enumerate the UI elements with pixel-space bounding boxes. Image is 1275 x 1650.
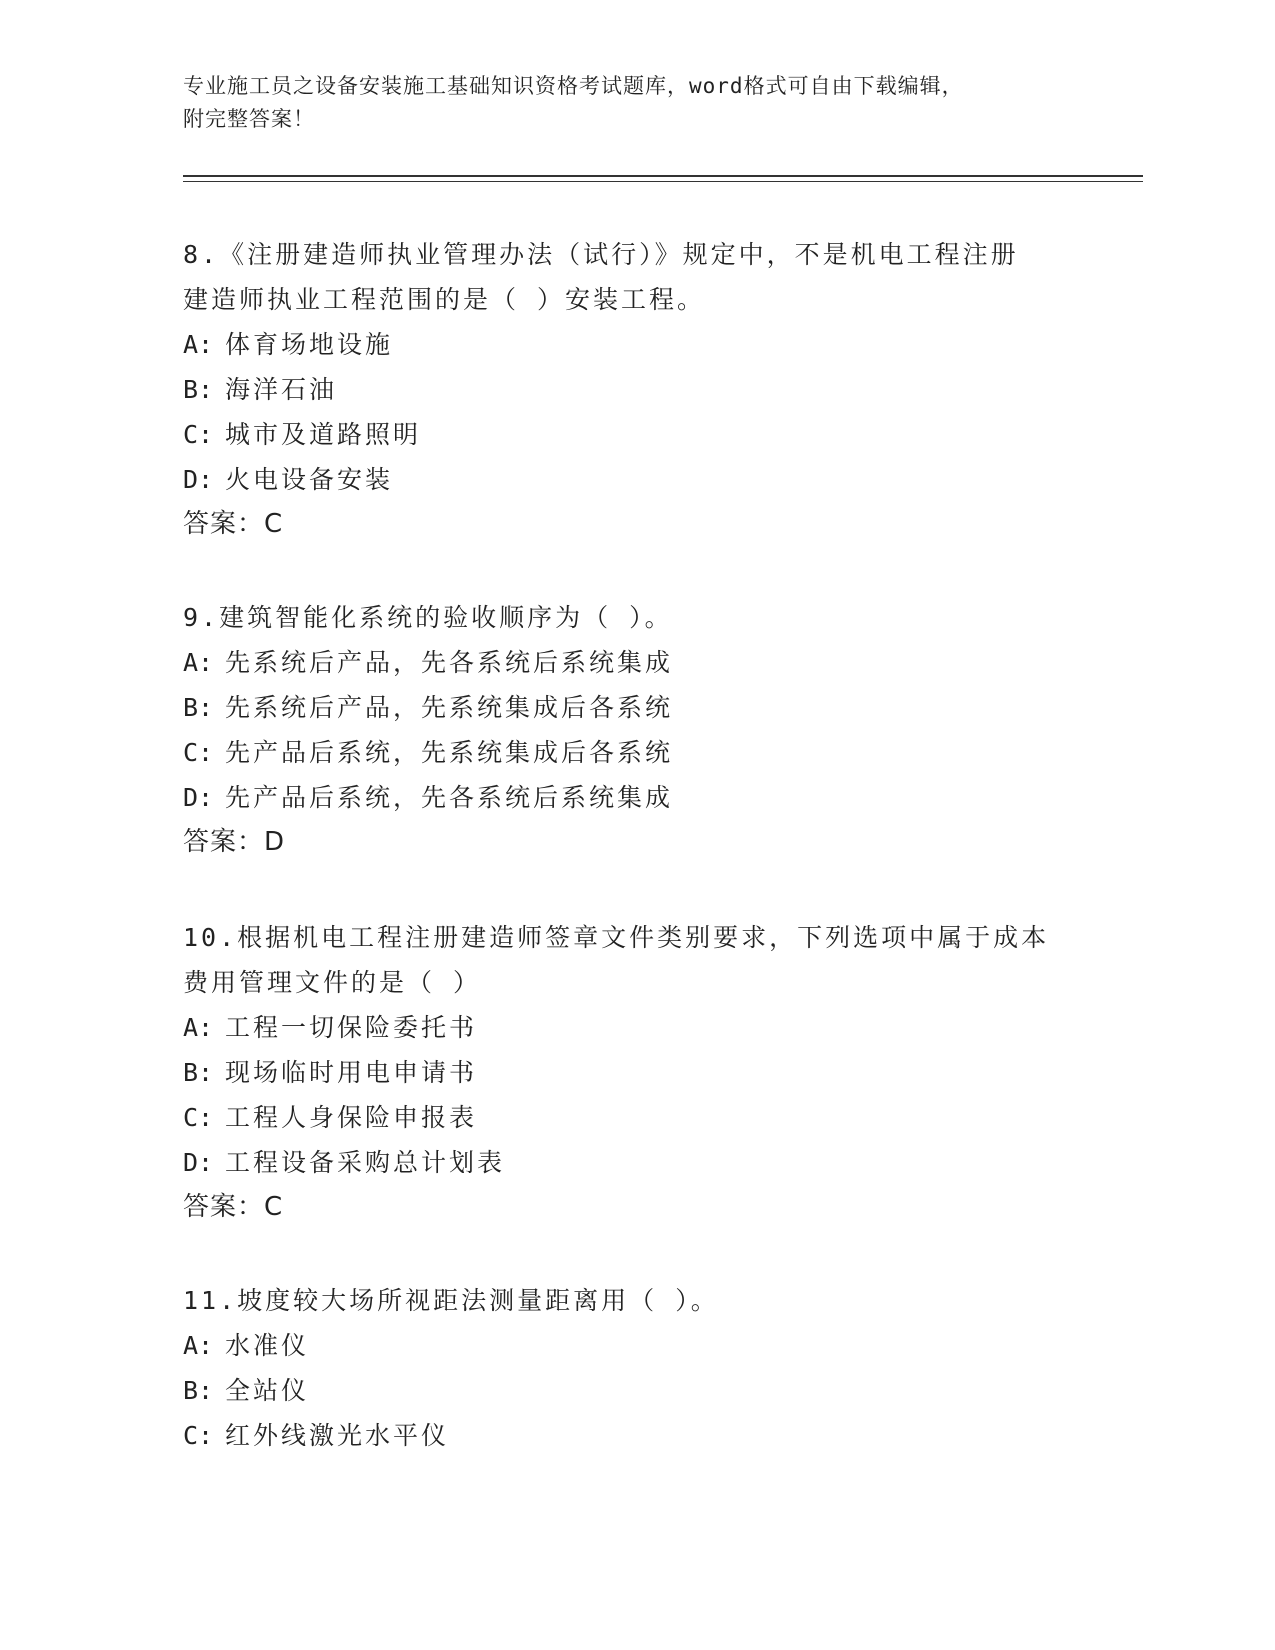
option-key: C:	[183, 420, 214, 449]
document-header	[183, 70, 1113, 136]
question-stem-line: 建造师执业工程范围的是（ ）安装工程。	[183, 285, 706, 314]
header-divider-thick	[183, 175, 1143, 177]
option-text: 海洋石油	[225, 375, 338, 404]
option-text: 现场临时用电申请书	[225, 1058, 478, 1087]
question-stem-line: 10.根据机电工程注册建造师签章文件类别要求，下列选项中属于成本	[183, 923, 1050, 952]
option-b	[183, 685, 1123, 730]
option-a	[183, 1323, 1123, 1368]
option-key: C:	[183, 738, 214, 767]
option-key: A:	[183, 1013, 214, 1042]
option-text: 工程人身保险申报表	[225, 1103, 478, 1132]
option-key: A:	[183, 1331, 214, 1360]
option-a	[183, 322, 1123, 367]
option-text: 工程设备采购总计划表	[225, 1148, 506, 1177]
option-text: 工程一切保险委托书	[225, 1013, 478, 1042]
option-key: D:	[183, 1148, 214, 1177]
option-text: 先系统后产品，先系统集成后各系统	[225, 693, 674, 722]
option-d	[183, 457, 1123, 502]
question-stem-line: 11.坡度较大场所视距法测量距离用（ ）。	[183, 1286, 719, 1315]
option-c	[183, 730, 1123, 775]
option-text: 火电设备安装	[225, 465, 394, 494]
question-stem-line: 8.《注册建造师执业管理办法（试行）》规定中，不是机电工程注册	[183, 240, 1019, 269]
option-d	[183, 775, 1123, 820]
question-10	[183, 915, 1123, 1230]
option-text: 红外线激光水平仪	[225, 1421, 450, 1450]
question-9	[183, 595, 1123, 865]
option-text: 全站仪	[225, 1376, 310, 1405]
option-key: D:	[183, 465, 214, 494]
option-d	[183, 1140, 1123, 1185]
option-text: 水准仪	[225, 1331, 310, 1360]
option-a	[183, 1005, 1123, 1050]
option-key: B:	[183, 1058, 214, 1087]
option-key: A:	[183, 648, 214, 677]
option-b	[183, 1368, 1123, 1413]
option-key: B:	[183, 375, 214, 404]
header-line-1: 专业施工员之设备安装施工基础知识资格考试题库，word格式可自由下载编辑，	[183, 74, 964, 98]
option-key: C:	[183, 1421, 214, 1450]
option-key: A:	[183, 330, 214, 359]
question-8	[183, 232, 1123, 547]
option-key: B:	[183, 1376, 214, 1405]
option-text: 城市及道路照明	[225, 420, 422, 449]
question-stem-line: 9.建筑智能化系统的验收顺序为（ ）。	[183, 603, 673, 632]
answer-line: 答案：C	[183, 1192, 284, 1222]
option-text: 先产品后系统，先各系统后系统集成	[225, 783, 674, 812]
option-key: D:	[183, 783, 214, 812]
answer-line: 答案：D	[183, 827, 286, 857]
option-text: 体育场地设施	[225, 330, 394, 359]
option-key: B:	[183, 693, 214, 722]
header-divider-thin	[183, 181, 1143, 182]
option-c	[183, 1095, 1123, 1140]
option-text: 先系统后产品，先各系统后系统集成	[225, 648, 674, 677]
option-c	[183, 1413, 1123, 1458]
question-stem-line: 费用管理文件的是（ ）	[183, 968, 482, 997]
option-b	[183, 367, 1123, 412]
option-text: 先产品后系统，先系统集成后各系统	[225, 738, 674, 767]
option-c	[183, 412, 1123, 457]
option-b	[183, 1050, 1123, 1095]
option-key: C:	[183, 1103, 214, 1132]
answer-line: 答案：C	[183, 509, 284, 539]
option-a	[183, 640, 1123, 685]
question-11	[183, 1278, 1123, 1458]
header-line-2: 附完整答案！	[183, 107, 315, 131]
